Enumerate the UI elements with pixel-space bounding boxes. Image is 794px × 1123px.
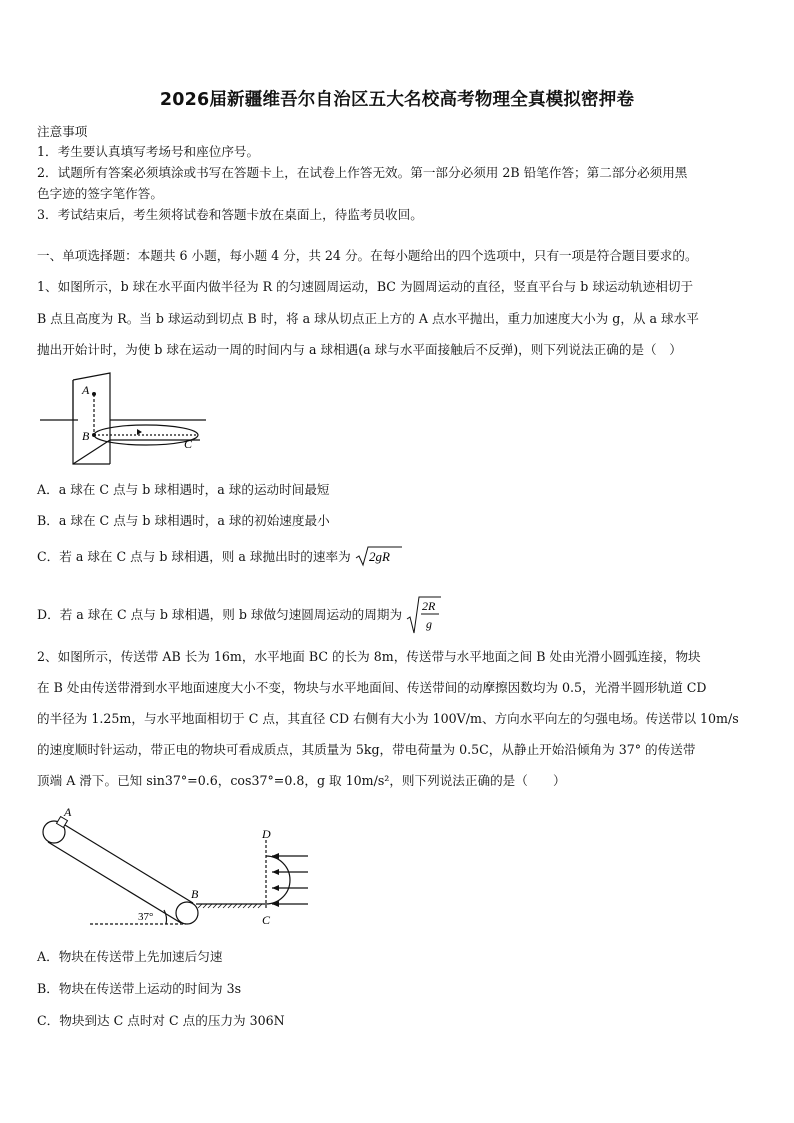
label-b: B [191,887,199,901]
pulley-bottom [176,902,198,924]
q2-line-4: 的速度顺时针运动，带正电的物块可看成质点，其质量为 5kg，带电荷量为 0.5C，从静止开始沿倾角为 37° 的传送带 [37,742,696,757]
q1-line-3: 抛出开始计时，为使 b 球在运动一周的时间内与 a 球相遇(a 球与水平面接触后不反弹)，则下列说法正确的是（ ） [37,342,682,357]
svg-text:g: g [426,617,433,631]
q2-option-a: A．物块在传送带上先加速后匀速 [37,949,223,964]
label-c: C [184,437,193,451]
q1-option-d-text: D．若 a 球在 C 点与 b 球相遇，则 b 球做匀速圆周运动的周期为 [37,607,403,622]
field-arrow-icon [272,853,279,907]
section-heading: 一、单项选择题：本题共 6 小题，每小题 4 分，共 24 分。在每小题给出的四个选项中，只有一项是符合题目要求的。 [37,248,698,263]
q1-option-a: A．a 球在 C 点与 b 球相遇时，a 球的运动时间最短 [37,482,330,497]
q1-option-c [37,545,403,567]
q1-figure [38,368,208,468]
label-b: B [82,429,90,443]
q2-option-c: C．物块到达 C 点时对 C 点的压力为 306N [37,1013,285,1028]
q2-line-5: 顶端 A 滑下。已知 sin37°=0.6，cos37°=0.8，g 取 10m/s²，则下列说法正确的是（ ） [37,773,566,788]
label-d: D [262,827,271,841]
arrow-icon [137,429,142,435]
sqrt-icon [355,545,403,567]
label-c: C [262,913,271,927]
label-a: A [82,383,90,397]
q1-line-2: B 点且高度为 R。当 b 球运动到切点 B 时，将 a 球从切点正上方的 A 点水平抛出，重力加速度大小为 g，从 a 球水平 [37,311,699,326]
page-title: 2026届新疆维吾尔自治区五大名校高考物理全真模拟密押卷 [159,90,635,110]
q1-option-b: B．a 球在 C 点与 b 球相遇时，a 球的初始速度最小 [37,513,330,528]
q2-option-b: B．物块在传送带上运动的时间为 3s [37,981,242,996]
notice-heading: 注意事项 [37,124,88,139]
q2-figure [38,800,318,932]
ball-a-point [92,392,96,396]
notice-item-2: 2．试题所有答案必须填涂或书写在答题卡上，在试卷上作答无效。第一部分必须用 2B 铅笔作答；第二部分必须用黑 [37,165,688,180]
q1-option-c-text: C．若 a 球在 C 点与 b 球相遇，则 a 球抛出时的速率为 [37,549,351,564]
label-a: A [64,805,72,819]
notice-item-2-cont: 色字迹的签字笔作答。 [37,186,163,201]
q2-line-1: 2、如图所示，传送带 AB 长为 16m，水平地面 BC 的长为 8m，传送带与水平地面之间 B 处由光滑小圆弧连接，物块 [37,649,701,664]
svg-text:2gR: 2gR [368,549,390,564]
sqrt-fraction-icon [406,595,442,635]
angle-label: 37° [138,911,154,923]
q1-option-d [37,595,442,635]
q1-line-1: 1、如图所示，b 球在水平面内做半径为 R 的匀速圆周运动，BC 为圆周运动的直径，竖直平台与 b 球运动轨迹相切于 [37,279,694,294]
notice-item-3: 3．考试结束后，考生须将试卷和答题卡放在桌面上，待监考员收回。 [37,207,423,222]
notice-item-1: 1．考生要认真填写考场号和座位序号。 [37,144,260,159]
q2-line-3: 的半径为 1.25m，与水平地面相切于 C 点，其直径 CD 右侧有大小为 100V/m、方向水平向左的匀强电场。传送带以 10m/s [37,711,739,726]
q2-line-2: 在 B 处由传送带滑到水平地面速度大小不变，物块与水平地面间、传送带间的动摩擦因数均为 0.5，光滑半圆形轨道 CD [37,680,707,695]
ball-b-point [92,433,96,437]
svg-text:2R: 2R [422,599,436,613]
